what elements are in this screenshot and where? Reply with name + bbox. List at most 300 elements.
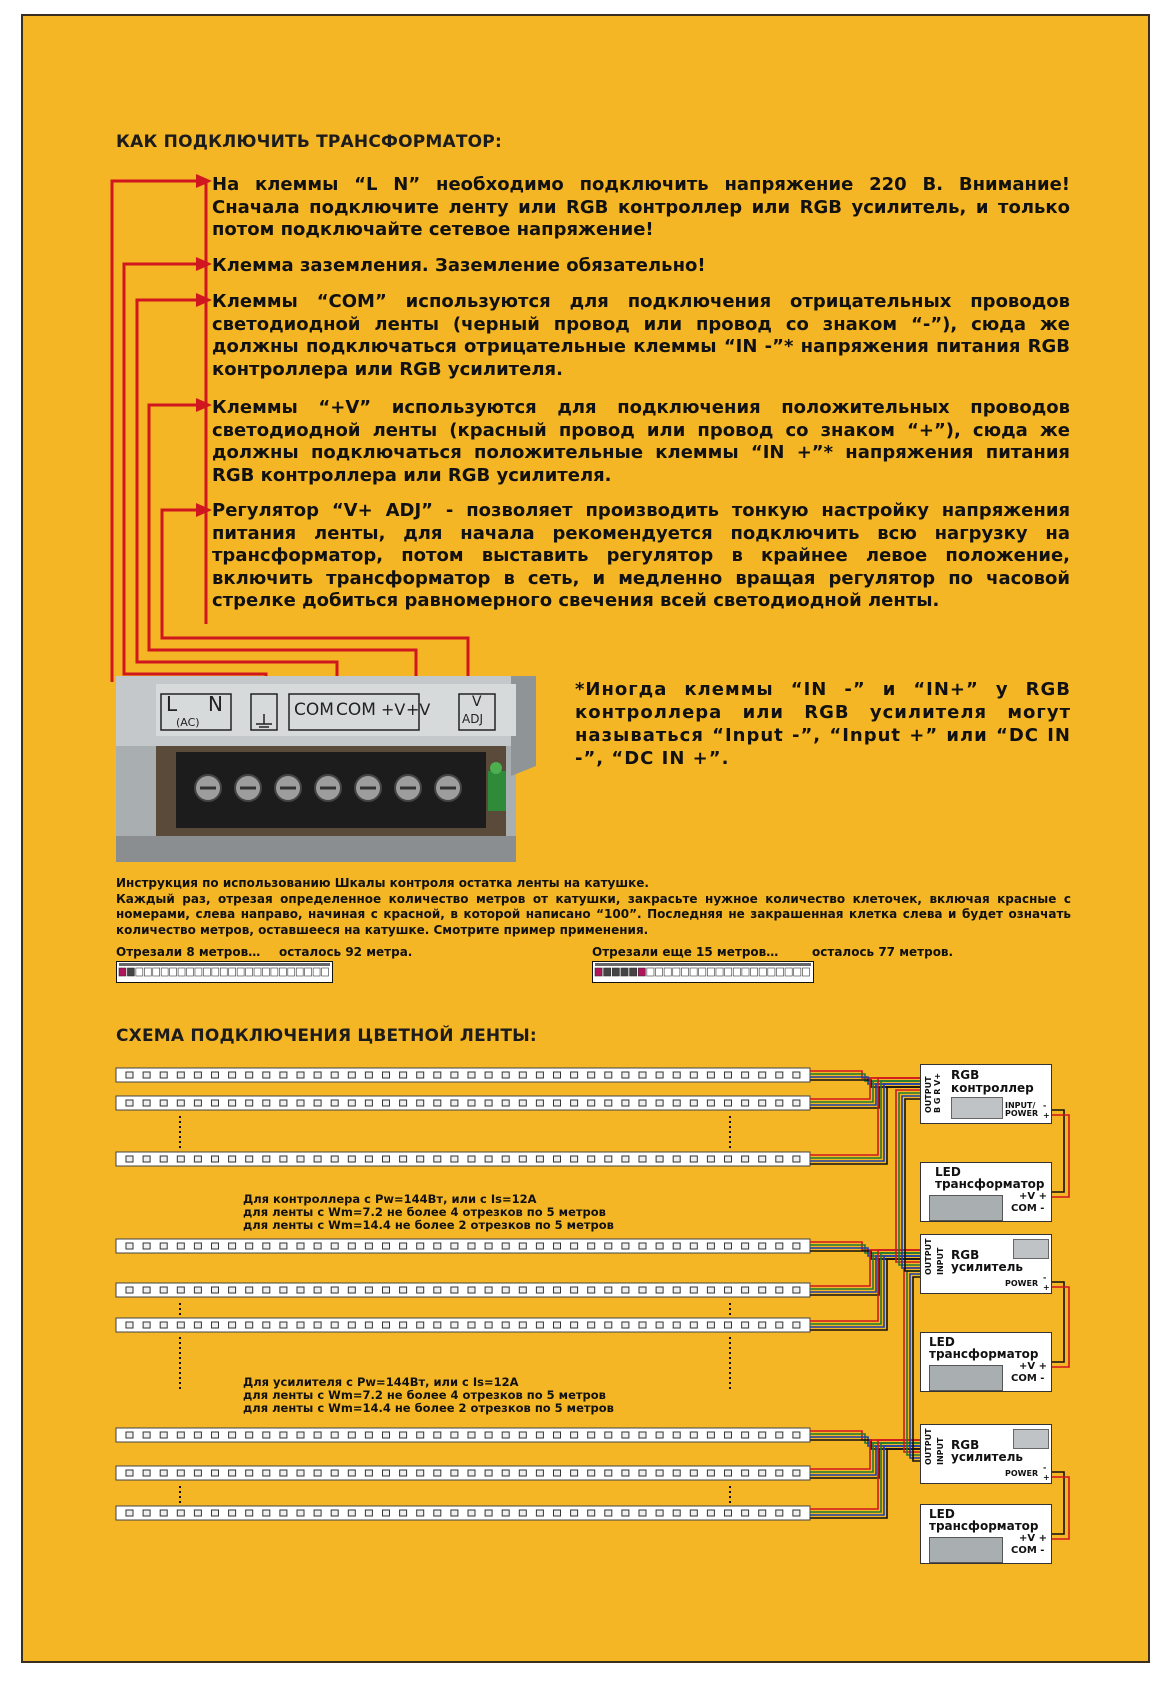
led-chip bbox=[502, 1072, 509, 1078]
led-chip bbox=[434, 1100, 441, 1106]
led-chip bbox=[160, 1072, 167, 1078]
led-chip bbox=[622, 1287, 629, 1293]
scale-instructions-body: Каждый раз, отрезая определенное количество метров от катушки, закрасьте нужное количество клеточек, включая красные с номерами, слева направо, начиная с красной, в которой написано “100”. Последняя не закрашенная клетка слева и будет означать количество метров, оставшееся на катушке. Смотрите пример применения. bbox=[116, 891, 1071, 937]
led-chip bbox=[297, 1287, 304, 1293]
controller-title-2: контроллер bbox=[951, 1081, 1034, 1095]
led-chip bbox=[690, 1322, 697, 1328]
led-chip bbox=[417, 1287, 424, 1293]
led-chip bbox=[126, 1156, 133, 1162]
led-chip bbox=[263, 1432, 270, 1438]
led-chip bbox=[707, 1510, 714, 1516]
led-chip bbox=[759, 1470, 766, 1476]
led-chip bbox=[280, 1510, 287, 1516]
led-chip bbox=[468, 1510, 475, 1516]
led-chip bbox=[434, 1510, 441, 1516]
led-chip bbox=[143, 1322, 150, 1328]
led-chip bbox=[485, 1100, 492, 1106]
led-chip bbox=[331, 1432, 338, 1438]
led-chip bbox=[451, 1072, 458, 1078]
led-chip bbox=[554, 1156, 561, 1162]
led-chip bbox=[536, 1156, 543, 1162]
amplifier1-power-label: POWER bbox=[1005, 1279, 1039, 1288]
led-chip bbox=[776, 1287, 783, 1293]
spec-amplifier-line-1: Для усилителя с Pw=144Вт, или с Is=12A bbox=[243, 1375, 519, 1389]
led-chip bbox=[502, 1156, 509, 1162]
led-chip bbox=[177, 1432, 184, 1438]
led-chip bbox=[588, 1470, 595, 1476]
led-chip bbox=[383, 1100, 390, 1106]
terminal-label-l: L bbox=[166, 692, 178, 716]
led-chip bbox=[690, 1156, 697, 1162]
controller-plus: + bbox=[1043, 1111, 1050, 1120]
power-wire bbox=[1052, 1287, 1069, 1367]
led-chip bbox=[673, 1243, 680, 1249]
led-strip bbox=[116, 1068, 810, 1082]
led-chip bbox=[776, 1100, 783, 1106]
rgb-wire bbox=[810, 1446, 920, 1515]
led-chip bbox=[571, 1072, 578, 1078]
led-chip bbox=[212, 1072, 219, 1078]
transformer1-title-1: LED bbox=[935, 1165, 961, 1179]
led-chip bbox=[793, 1243, 800, 1249]
led-chip bbox=[160, 1287, 167, 1293]
led-chip bbox=[571, 1510, 578, 1516]
led-chip bbox=[536, 1287, 543, 1293]
controller-to-amplifier-wire bbox=[905, 1099, 920, 1271]
transformer3-device-image bbox=[929, 1537, 1003, 1563]
led-chip bbox=[383, 1322, 390, 1328]
led-chip bbox=[519, 1287, 526, 1293]
amplifier2-title-2: усилитель bbox=[951, 1450, 1024, 1464]
led-chip bbox=[742, 1322, 749, 1328]
led-chip bbox=[605, 1510, 612, 1516]
led-chip bbox=[314, 1243, 321, 1249]
scale-instructions-heading: Инструкция по использованию Шкалы контроля остатка ленты на катушке. bbox=[116, 876, 649, 890]
amplifier2-device-image bbox=[1013, 1429, 1049, 1449]
terminal-label-adj-v: V bbox=[472, 694, 482, 710]
led-chip bbox=[707, 1322, 714, 1328]
led-chip bbox=[160, 1100, 167, 1106]
led-chip bbox=[143, 1100, 150, 1106]
led-chip bbox=[554, 1287, 561, 1293]
led-transformer-box-3 bbox=[920, 1504, 1052, 1564]
led-chip bbox=[656, 1322, 663, 1328]
instruction-plus-v: Клеммы “+V” используются для подключения положительных проводов светодиодной ленты (красный провод или провод со знаком “+”), сюда же должны подключаться положительные клеммы “IN +”* напряжения питания RGB контроллера или RGB усилителя. bbox=[212, 397, 1070, 486]
led-chip bbox=[725, 1470, 732, 1476]
led-chip bbox=[246, 1100, 253, 1106]
terminal-label-adj: ADJ bbox=[462, 712, 483, 726]
led-chip bbox=[348, 1100, 355, 1106]
led-chip bbox=[348, 1432, 355, 1438]
led-chip bbox=[126, 1510, 133, 1516]
amplifier2-title-1: RGB bbox=[951, 1438, 980, 1452]
led-chip bbox=[434, 1243, 441, 1249]
led-chip bbox=[280, 1432, 287, 1438]
led-chip bbox=[365, 1322, 372, 1328]
led-chip bbox=[212, 1322, 219, 1328]
led-chip bbox=[280, 1156, 287, 1162]
led-chip bbox=[400, 1100, 407, 1106]
led-chip bbox=[400, 1287, 407, 1293]
spec-controller bbox=[243, 1193, 614, 1232]
led-chip bbox=[519, 1432, 526, 1438]
led-strip bbox=[116, 1096, 810, 1110]
instruction-adj: Регулятор “V+ ADJ” - позволяет производить тонкую настройку напряжения питания ленты, для начала рекомендуется подключить всю нагрузку на трансформатор, потом выставить регулятор в крайнее левое положение, включить трансформатор в сеть, и медленно вращая регулятор по часовой стрелке добиться равномерного свечения всей светодиодной ленты. bbox=[212, 500, 1070, 611]
led-chip bbox=[160, 1322, 167, 1328]
led-chip bbox=[434, 1156, 441, 1162]
led-chip bbox=[690, 1510, 697, 1516]
led-chip bbox=[622, 1156, 629, 1162]
transformer2-v: +V + bbox=[1019, 1361, 1047, 1372]
led-chip bbox=[673, 1100, 680, 1106]
led-chip bbox=[502, 1432, 509, 1438]
led-chip bbox=[485, 1470, 492, 1476]
led-chip bbox=[177, 1470, 184, 1476]
rgb-wire bbox=[810, 1449, 920, 1518]
led-chip bbox=[536, 1243, 543, 1249]
led-chip bbox=[126, 1243, 133, 1249]
led-chip bbox=[554, 1243, 561, 1249]
power-wire bbox=[1052, 1477, 1069, 1539]
led-chip bbox=[434, 1322, 441, 1328]
led-chip bbox=[656, 1432, 663, 1438]
led-chip bbox=[605, 1243, 612, 1249]
led-chip bbox=[588, 1287, 595, 1293]
led-chip bbox=[194, 1100, 201, 1106]
led-chip bbox=[417, 1432, 424, 1438]
led-chip bbox=[571, 1432, 578, 1438]
led-chip bbox=[519, 1243, 526, 1249]
led-chip bbox=[331, 1156, 338, 1162]
led-chip bbox=[383, 1510, 390, 1516]
led-chip bbox=[417, 1510, 424, 1516]
led-chip bbox=[331, 1322, 338, 1328]
instruction-ground: Клемма заземления. Заземление обязательно! bbox=[212, 255, 706, 276]
led-chip bbox=[246, 1072, 253, 1078]
led-chip bbox=[263, 1156, 270, 1162]
led-chip bbox=[229, 1100, 236, 1106]
led-chip bbox=[365, 1510, 372, 1516]
led-chip bbox=[588, 1156, 595, 1162]
example2-left: осталось 77 метров. bbox=[812, 945, 954, 959]
led-chip bbox=[759, 1100, 766, 1106]
led-chip bbox=[639, 1322, 646, 1328]
led-chip bbox=[314, 1322, 321, 1328]
led-chip bbox=[468, 1100, 475, 1106]
led-chip bbox=[229, 1432, 236, 1438]
transformer2-device-image bbox=[929, 1365, 1003, 1391]
led-chip bbox=[588, 1072, 595, 1078]
led-chip bbox=[212, 1156, 219, 1162]
amplifier2-plus: + bbox=[1043, 1473, 1050, 1482]
led-chip bbox=[314, 1072, 321, 1078]
led-chip bbox=[588, 1510, 595, 1516]
led-chip bbox=[126, 1072, 133, 1078]
led-chip bbox=[656, 1156, 663, 1162]
led-chip bbox=[365, 1072, 372, 1078]
led-chip bbox=[725, 1432, 732, 1438]
led-chip bbox=[194, 1287, 201, 1293]
led-chip bbox=[177, 1072, 184, 1078]
led-chip bbox=[793, 1156, 800, 1162]
instruction-ln: На клеммы “L N” необходимо подключить напряжение 220 В. Внимание! Сначала подключите ленту или RGB контроллер или RGB усилитель, и только потом подключайте сетевое напряжение! bbox=[212, 174, 1070, 240]
led-chip bbox=[177, 1100, 184, 1106]
led-chip bbox=[742, 1100, 749, 1106]
led-chip bbox=[229, 1322, 236, 1328]
led-chip bbox=[690, 1432, 697, 1438]
led-chip bbox=[246, 1243, 253, 1249]
led-chip bbox=[383, 1072, 390, 1078]
led-chip bbox=[776, 1072, 783, 1078]
controller-minus: - bbox=[1043, 1101, 1047, 1110]
led-chip bbox=[348, 1072, 355, 1078]
rgb-amplifier-box-1 bbox=[920, 1234, 1052, 1294]
led-chip bbox=[707, 1156, 714, 1162]
led-chip bbox=[365, 1287, 372, 1293]
led-chip bbox=[297, 1156, 304, 1162]
amplifier2-minus: - bbox=[1043, 1463, 1047, 1472]
led-chip bbox=[639, 1156, 646, 1162]
led-chip bbox=[331, 1072, 338, 1078]
led-chip bbox=[451, 1322, 458, 1328]
led-chip bbox=[519, 1072, 526, 1078]
led-chip bbox=[263, 1287, 270, 1293]
led-chip bbox=[451, 1470, 458, 1476]
led-chip bbox=[485, 1287, 492, 1293]
led-chip bbox=[194, 1322, 201, 1328]
led-chip bbox=[707, 1432, 714, 1438]
led-chip bbox=[588, 1432, 595, 1438]
led-chip bbox=[742, 1072, 749, 1078]
footnote-input-names: *Иногда клеммы “IN -” и “IN+” у RGB контроллера или RGB усилителя могут называться “Input -”, “Input +” или “DC IN -”, “DC IN +”. bbox=[575, 679, 1071, 769]
led-chip bbox=[759, 1156, 766, 1162]
led-chip bbox=[383, 1156, 390, 1162]
led-chip bbox=[605, 1100, 612, 1106]
led-chip bbox=[759, 1072, 766, 1078]
led-chip bbox=[656, 1100, 663, 1106]
spec-controller-line-1: Для контроллера с Pw=144Вт, или с Is=12A bbox=[243, 1192, 537, 1206]
led-chip bbox=[588, 1322, 595, 1328]
led-chip bbox=[383, 1470, 390, 1476]
led-chip bbox=[707, 1072, 714, 1078]
led-chip bbox=[280, 1243, 287, 1249]
led-chip bbox=[229, 1510, 236, 1516]
led-chip bbox=[348, 1287, 355, 1293]
led-chip bbox=[246, 1470, 253, 1476]
power-wire bbox=[1052, 1110, 1064, 1192]
led-chip bbox=[297, 1432, 304, 1438]
led-chip bbox=[365, 1470, 372, 1476]
transformer3-title-1: LED bbox=[929, 1507, 955, 1521]
led-chip bbox=[314, 1432, 321, 1438]
terminal-label-plus-v-1: +V bbox=[381, 700, 406, 719]
led-chip bbox=[297, 1100, 304, 1106]
led-chip bbox=[160, 1470, 167, 1476]
led-chip bbox=[639, 1243, 646, 1249]
led-chip bbox=[605, 1470, 612, 1476]
led-chip bbox=[519, 1156, 526, 1162]
power-wire bbox=[1052, 1472, 1064, 1534]
terminal-label-com-1: COM bbox=[294, 700, 334, 720]
led-chip bbox=[759, 1510, 766, 1516]
led-chip bbox=[383, 1432, 390, 1438]
amplifier2-input-label: INPUT bbox=[936, 1437, 945, 1465]
led-chip bbox=[485, 1243, 492, 1249]
led-chip bbox=[707, 1470, 714, 1476]
led-chip bbox=[673, 1510, 680, 1516]
led-chip bbox=[348, 1510, 355, 1516]
led-chip bbox=[725, 1510, 732, 1516]
led-chip bbox=[212, 1510, 219, 1516]
led-chip bbox=[143, 1432, 150, 1438]
led-chip bbox=[400, 1322, 407, 1328]
power-wire bbox=[1052, 1282, 1064, 1362]
led-chip bbox=[194, 1072, 201, 1078]
led-chip bbox=[639, 1072, 646, 1078]
led-chip bbox=[793, 1072, 800, 1078]
led-chip bbox=[143, 1243, 150, 1249]
led-chip bbox=[434, 1072, 441, 1078]
led-chip bbox=[502, 1100, 509, 1106]
led-chip bbox=[742, 1510, 749, 1516]
led-chip bbox=[348, 1322, 355, 1328]
led-chip bbox=[400, 1432, 407, 1438]
led-chip bbox=[417, 1243, 424, 1249]
led-chip bbox=[417, 1100, 424, 1106]
led-chip bbox=[229, 1243, 236, 1249]
led-chip bbox=[536, 1470, 543, 1476]
led-chip bbox=[400, 1243, 407, 1249]
led-chip bbox=[554, 1100, 561, 1106]
led-chip bbox=[451, 1510, 458, 1516]
led-chip bbox=[571, 1470, 578, 1476]
led-chip bbox=[314, 1287, 321, 1293]
led-chip bbox=[160, 1510, 167, 1516]
led-chip bbox=[194, 1432, 201, 1438]
led-chip bbox=[383, 1287, 390, 1293]
led-strip bbox=[116, 1466, 810, 1480]
led-chip bbox=[571, 1322, 578, 1328]
led-chip bbox=[365, 1156, 372, 1162]
led-chip bbox=[673, 1156, 680, 1162]
led-chip bbox=[263, 1072, 270, 1078]
led-chip bbox=[639, 1100, 646, 1106]
transformer2-com: COM - bbox=[1011, 1373, 1045, 1384]
led-chip bbox=[673, 1322, 680, 1328]
rgb-controller-box bbox=[920, 1064, 1052, 1124]
led-chip bbox=[536, 1432, 543, 1438]
led-chip bbox=[314, 1100, 321, 1106]
led-chip bbox=[793, 1510, 800, 1516]
amplifier2-power-label: POWER bbox=[1005, 1469, 1039, 1478]
led-chip bbox=[622, 1243, 629, 1249]
led-chip bbox=[297, 1072, 304, 1078]
led-chip bbox=[348, 1470, 355, 1476]
led-chip bbox=[605, 1072, 612, 1078]
led-chip bbox=[297, 1243, 304, 1249]
led-chip bbox=[468, 1156, 475, 1162]
led-chip bbox=[690, 1287, 697, 1293]
led-chip bbox=[126, 1287, 133, 1293]
led-chip bbox=[571, 1100, 578, 1106]
led-chip bbox=[400, 1510, 407, 1516]
led-chip bbox=[246, 1156, 253, 1162]
led-strip bbox=[116, 1239, 810, 1253]
led-chip bbox=[246, 1322, 253, 1328]
led-chip bbox=[417, 1156, 424, 1162]
led-chip bbox=[314, 1470, 321, 1476]
terminal-label-n: N bbox=[208, 692, 223, 716]
led-strip bbox=[116, 1428, 810, 1442]
led-chip bbox=[485, 1432, 492, 1438]
led-chip bbox=[742, 1470, 749, 1476]
led-chip bbox=[793, 1287, 800, 1293]
controller-input-label: INPUT/ POWER bbox=[1005, 1101, 1039, 1118]
led-chip bbox=[212, 1432, 219, 1438]
transformer3-title-2: трансформатор bbox=[929, 1519, 1039, 1533]
led-chip bbox=[536, 1100, 543, 1106]
led-strip bbox=[116, 1152, 810, 1166]
led-chip bbox=[485, 1322, 492, 1328]
led-chip bbox=[725, 1322, 732, 1328]
led-chip bbox=[246, 1432, 253, 1438]
led-chip bbox=[177, 1287, 184, 1293]
led-chip bbox=[554, 1322, 561, 1328]
power-wire bbox=[1052, 1115, 1069, 1197]
led-chip bbox=[656, 1243, 663, 1249]
amplifier1-plus: + bbox=[1043, 1283, 1050, 1292]
transformer2-title-1: LED bbox=[929, 1335, 955, 1349]
led-chip bbox=[451, 1432, 458, 1438]
amplifier1-device-image bbox=[1013, 1239, 1049, 1259]
led-chip bbox=[536, 1072, 543, 1078]
led-chip bbox=[417, 1072, 424, 1078]
led-chip bbox=[348, 1156, 355, 1162]
led-chip bbox=[502, 1322, 509, 1328]
led-chip bbox=[776, 1243, 783, 1249]
led-chip bbox=[160, 1243, 167, 1249]
led-chip bbox=[673, 1072, 680, 1078]
led-chip bbox=[502, 1510, 509, 1516]
led-chip bbox=[468, 1432, 475, 1438]
led-chip bbox=[417, 1322, 424, 1328]
led-chip bbox=[331, 1100, 338, 1106]
led-chip bbox=[246, 1287, 253, 1293]
led-chip bbox=[451, 1156, 458, 1162]
led-chip bbox=[280, 1470, 287, 1476]
led-chip bbox=[622, 1432, 629, 1438]
led-chip bbox=[639, 1287, 646, 1293]
led-chip bbox=[331, 1287, 338, 1293]
led-chip bbox=[194, 1510, 201, 1516]
led-chip bbox=[776, 1432, 783, 1438]
led-chip bbox=[348, 1243, 355, 1249]
led-chip bbox=[639, 1510, 646, 1516]
led-chip bbox=[742, 1432, 749, 1438]
led-chip bbox=[776, 1156, 783, 1162]
amplifier1-minus: - bbox=[1043, 1273, 1047, 1282]
rgb-amplifier-box-2 bbox=[920, 1424, 1052, 1484]
led-chip bbox=[468, 1322, 475, 1328]
amplifier2-output-label: OUTPUT bbox=[924, 1428, 933, 1465]
led-chip bbox=[383, 1243, 390, 1249]
led-chip bbox=[605, 1432, 612, 1438]
led-chip bbox=[605, 1322, 612, 1328]
led-chip bbox=[622, 1100, 629, 1106]
led-chip bbox=[536, 1322, 543, 1328]
led-chip bbox=[502, 1470, 509, 1476]
led-chip bbox=[280, 1322, 287, 1328]
